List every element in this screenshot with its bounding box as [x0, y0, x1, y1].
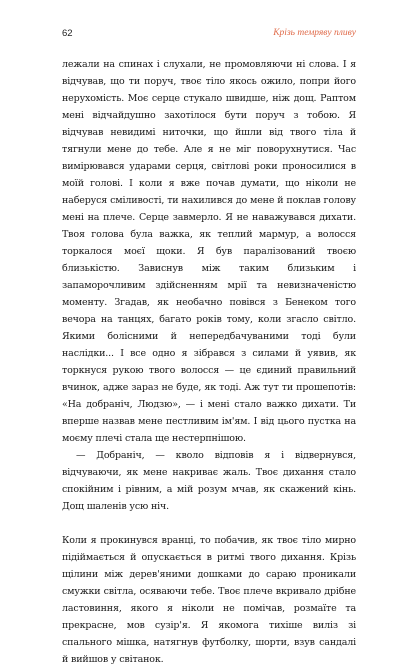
- body-paragraph: Коли я прокинувся вранці, то побачив, як твоє тіло мирно підіймається й опускається в ритмі твого дихання. Крізь щілини між дерев'яними дошками до сараю проникали смужки світла, осяваючи тебе. Твоє плече вкривало дрібне ластовиння, якого я ніколи не помічав, розмаїте та прекрасне, мов сузір'я. Я якомога тихіше виліз зі спального мішка, натягнув футболку, шорти, взув сандалі й вийшов у світанок.: [62, 535, 356, 665]
- page-header: [62, 28, 356, 42]
- running-title: Крізь темряву пливу: [273, 28, 356, 38]
- body-paragraph: лежали на спинах і слухали, не промовляючи ні слова. І я відчував, що ти поруч, твоє тіло якось ожило, попри його нерухомість. Моє серце стукало швидше, ніж дощ. Раптом мені відчайдушно захотілося бути поруч з тобою. Я відчував невидимі ниточки, що йшли від твого тіла й тягнули мене до тебе. Але я не міг поворухнутися. Час вимірювався ударами серця, світлові роки проносилися в моїй голові. І коли я вже почав думати, що ніколи не наберуся сміливості, ти нахилився до мене й поклав голову мені на плече. Серце завмерло. Я не наважувався дихати. Твоя голова була важка, як теплий мармур, а волосся торкалося моєї щоки. Я був паралізований твоєю близькістю. Зависнув між таким близьким і запаморочливим здійсненням мрії та невизначеністю моменту. Згадав, як необачно повівся з Бенеком того вечора на танцях, багато років тому, коли згасло світло. Якими болісними й непередбачуваними тоді були наслідки... І все одно я зібрався з силами й уявив, як торкнуся рукою твого волосся — це єдиний правильний вчинок, адже зараз не буде, як тоді. Аж тут ти прошепотів: «На добраніч, Людзю», — і мені стало важко дихати. Ти вперше назвав мене пестливим ім'ям. І від цього пустка на моєму плечі стала ще нестерпнішою.: [62, 59, 356, 444]
- page-number: 62: [62, 28, 73, 39]
- dialogue-paragraph: — Добраніч, — кволо відповів я і відвернувся, відчуваючи, як мене накриває жаль. Твоє дихання стало спокійним і рівним, а мій розум мчав, як скажений кінь. Дощ шаленів усю ніч.: [62, 450, 356, 512]
- page-body: [62, 56, 356, 668]
